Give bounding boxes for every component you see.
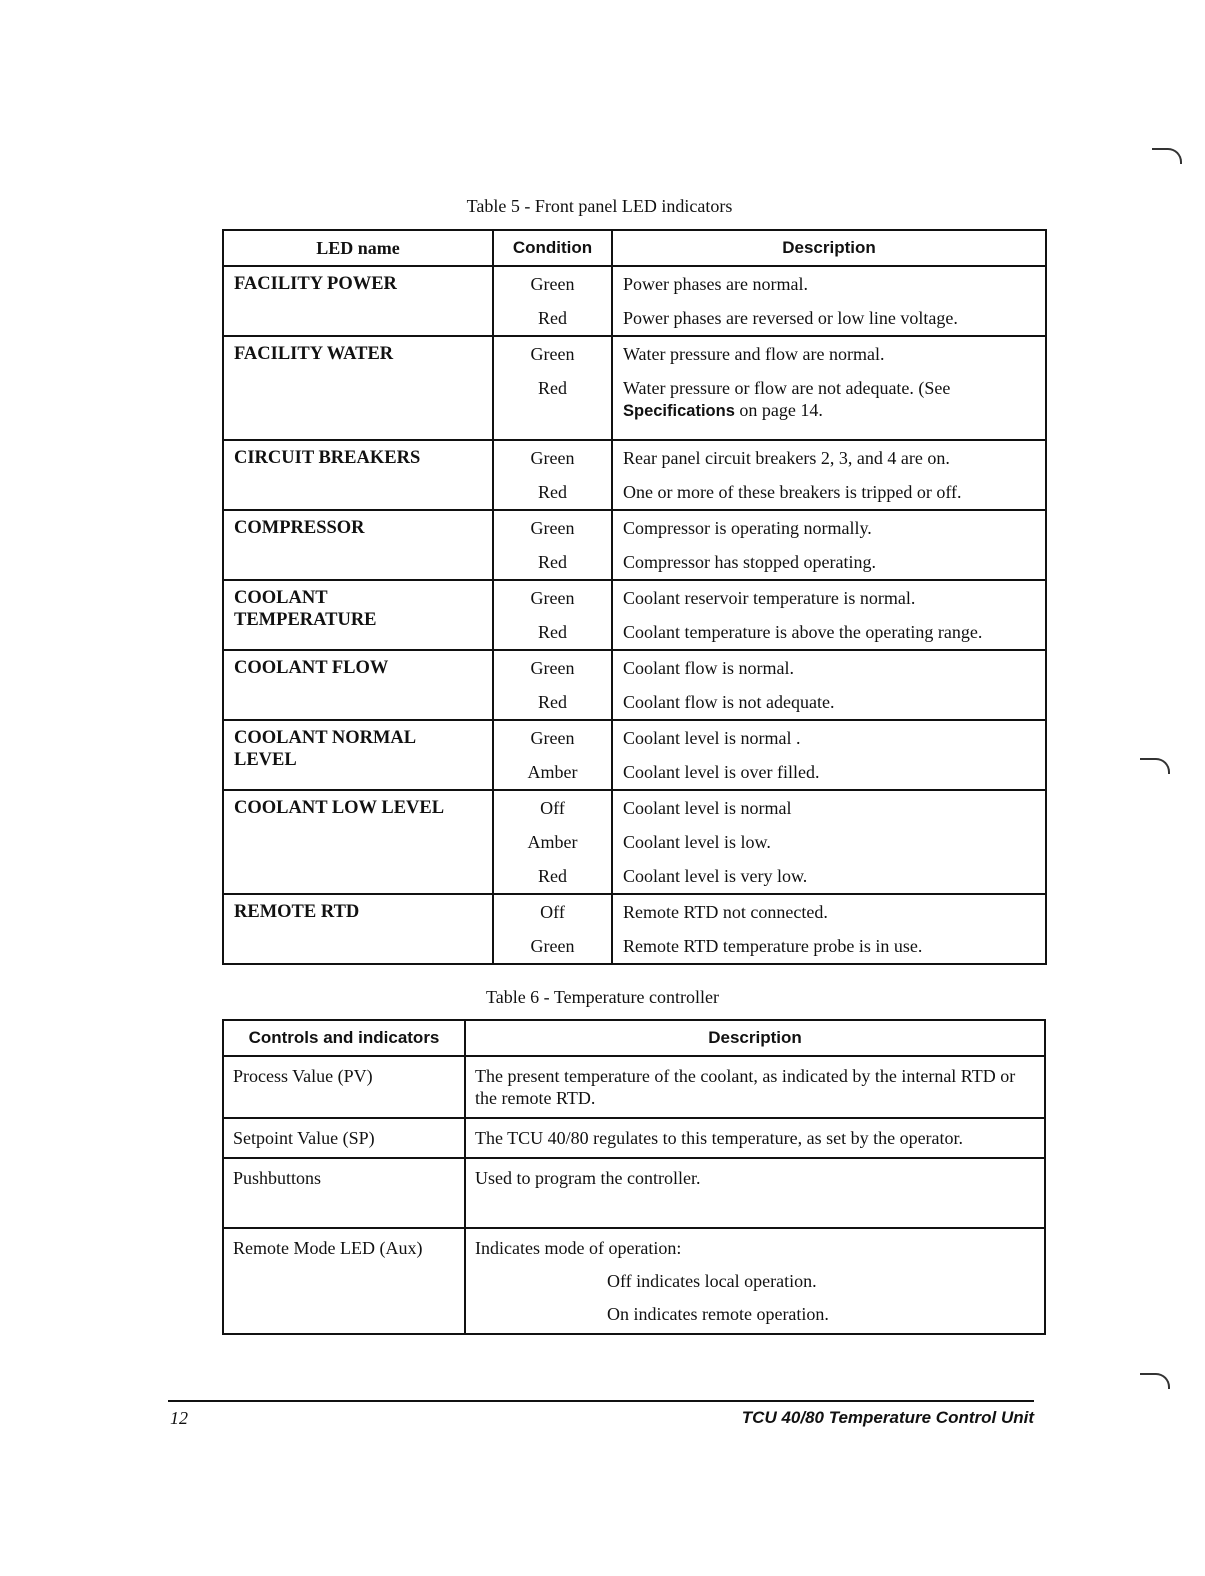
- control-name: Setpoint Value (SP): [223, 1118, 465, 1158]
- table-row: [223, 580, 1046, 650]
- led-name: COMPRESSOR: [223, 510, 493, 580]
- condition-value: Green: [530, 274, 575, 294]
- description-text: Remote RTD temperature probe is in use.: [623, 936, 923, 956]
- column-header-description: Description: [465, 1020, 1045, 1056]
- condition-value: Amber: [527, 762, 578, 782]
- table-row: [223, 1228, 1045, 1334]
- led-name: COOLANT LOW LEVEL: [223, 790, 493, 894]
- page-number: 12: [170, 1408, 188, 1428]
- led-name: REMOTE RTD: [223, 894, 493, 964]
- control-description: [465, 1228, 1045, 1334]
- condition-cell: [493, 440, 612, 510]
- temperature-controller-table: [222, 1019, 1046, 1335]
- condition-cell: [493, 266, 612, 336]
- column-header-controls: Controls and indicators: [223, 1020, 465, 1056]
- control-description: The TCU 40/80 regulates to this temperature, as set by the operator.: [465, 1118, 1045, 1158]
- table-row: [223, 650, 1046, 720]
- table-row: [223, 720, 1046, 790]
- control-description: The present temperature of the coolant, as indicated by the internal RTD or the remote RTD.: [465, 1056, 1045, 1118]
- condition-value: Red: [538, 692, 567, 712]
- led-name: FACILITY POWER: [223, 266, 493, 336]
- led-indicators-table: [222, 229, 1047, 965]
- description-text: Power phases are reversed or low line voltage.: [623, 308, 958, 328]
- description-text: Coolant flow is normal.: [623, 658, 794, 678]
- table6-caption: Table 6 - Temperature controller: [485, 987, 720, 1007]
- description-text: Coolant temperature is above the operating range.: [623, 622, 983, 642]
- condition-cell: [493, 790, 612, 894]
- document-title: TCU 40/80 Temperature Control Unit: [741, 1408, 1034, 1427]
- table-row: [223, 1056, 1045, 1118]
- table-row: [223, 1158, 1045, 1228]
- description-text: Coolant level is normal .: [623, 728, 801, 748]
- table-row: [223, 790, 1046, 894]
- column-header-led-name: LED name: [223, 230, 493, 266]
- description-cell: [612, 720, 1046, 790]
- table-row: [223, 510, 1046, 580]
- condition-cell: [493, 720, 612, 790]
- control-name: Process Value (PV): [223, 1056, 465, 1118]
- description-text: Coolant level is normal: [623, 798, 792, 818]
- condition-value: Red: [538, 378, 567, 398]
- led-name-line: TEMPERATURE: [234, 610, 377, 630]
- led-name: [223, 580, 493, 650]
- condition-cell: [493, 650, 612, 720]
- condition-cell: [493, 510, 612, 580]
- condition-value: Green: [530, 518, 575, 538]
- condition-value: Green: [530, 588, 575, 608]
- condition-value: Red: [538, 482, 567, 502]
- table5-caption: Table 5 - Front panel LED indicators: [466, 196, 733, 216]
- condition-cell: [493, 336, 612, 440]
- led-name: FACILITY WATER: [223, 336, 493, 440]
- punch-hole-mark: [1140, 758, 1170, 774]
- description-text-part: on page 14.: [739, 400, 823, 420]
- condition-value: Green: [530, 344, 575, 364]
- led-name: CIRCUIT BREAKERS: [223, 440, 493, 510]
- condition-value: Green: [530, 658, 575, 678]
- description-cell: [612, 894, 1046, 964]
- condition-value: Amber: [527, 832, 578, 852]
- table-row: [223, 336, 1046, 440]
- table-row: [223, 266, 1046, 336]
- description-cell: [612, 336, 1046, 440]
- led-name: COOLANT FLOW: [223, 650, 493, 720]
- led-name-line: LEVEL: [234, 750, 297, 770]
- column-header-description: Description: [612, 230, 1046, 266]
- description-text: Power phases are normal.: [623, 274, 808, 294]
- description-text: Remote RTD not connected.: [623, 902, 828, 922]
- description-text: Coolant level is low.: [623, 832, 771, 852]
- condition-value: Red: [538, 866, 567, 886]
- control-description: Used to program the controller.: [465, 1158, 1045, 1228]
- description-cell: [612, 580, 1046, 650]
- description-cell: [612, 440, 1046, 510]
- condition-cell: [493, 580, 612, 650]
- description-text: [623, 377, 1035, 433]
- table-row: [223, 894, 1046, 964]
- description-text: Water pressure and flow are normal.: [623, 344, 885, 364]
- condition-value: Red: [538, 622, 567, 642]
- condition-value: Off: [540, 902, 565, 922]
- table-row: [223, 440, 1046, 510]
- description-cell: [612, 790, 1046, 894]
- description-cell: [612, 650, 1046, 720]
- condition-value: Green: [530, 728, 575, 748]
- condition-value: Red: [538, 308, 567, 328]
- led-name-line: COOLANT: [234, 588, 328, 608]
- description-text: Compressor is operating normally.: [623, 518, 872, 538]
- mode-intro: Indicates mode of operation:: [475, 1238, 682, 1258]
- table-header-row: [223, 1020, 1045, 1056]
- led-name: [223, 720, 493, 790]
- control-name: Pushbuttons: [223, 1158, 465, 1228]
- column-header-condition: Condition: [493, 230, 612, 266]
- mode-local-line: Off indicates local operation.: [607, 1271, 817, 1291]
- punch-hole-mark: [1140, 1373, 1170, 1389]
- description-text: Rear panel circuit breakers 2, 3, and 4 are on.: [623, 448, 950, 468]
- description-text: Coolant flow is not adequate.: [623, 692, 835, 712]
- mode-remote-line: On indicates remote operation.: [607, 1304, 829, 1324]
- table-header-row: [223, 230, 1046, 266]
- description-cell: [612, 266, 1046, 336]
- condition-cell: [493, 894, 612, 964]
- condition-value: Green: [530, 448, 575, 468]
- description-text: Compressor has stopped operating.: [623, 552, 876, 572]
- table-row: [223, 1118, 1045, 1158]
- description-text: Coolant level is over filled.: [623, 762, 820, 782]
- description-text-part: Water pressure or flow are not adequate. (See: [623, 378, 951, 398]
- punch-hole-mark: [1152, 148, 1182, 164]
- control-name: Remote Mode LED (Aux): [223, 1228, 465, 1334]
- description-cell: [612, 510, 1046, 580]
- footer-divider: [168, 1400, 1034, 1402]
- description-text: One or more of these breakers is tripped or off.: [623, 482, 962, 502]
- led-name-line: COOLANT NORMAL: [234, 728, 417, 748]
- condition-value: Green: [530, 936, 575, 956]
- description-text: Coolant level is very low.: [623, 866, 808, 886]
- specifications-reference: Specifications: [623, 402, 735, 420]
- condition-value: Red: [538, 552, 567, 572]
- description-text: Coolant reservoir temperature is normal.: [623, 588, 916, 608]
- condition-value: Off: [540, 798, 565, 818]
